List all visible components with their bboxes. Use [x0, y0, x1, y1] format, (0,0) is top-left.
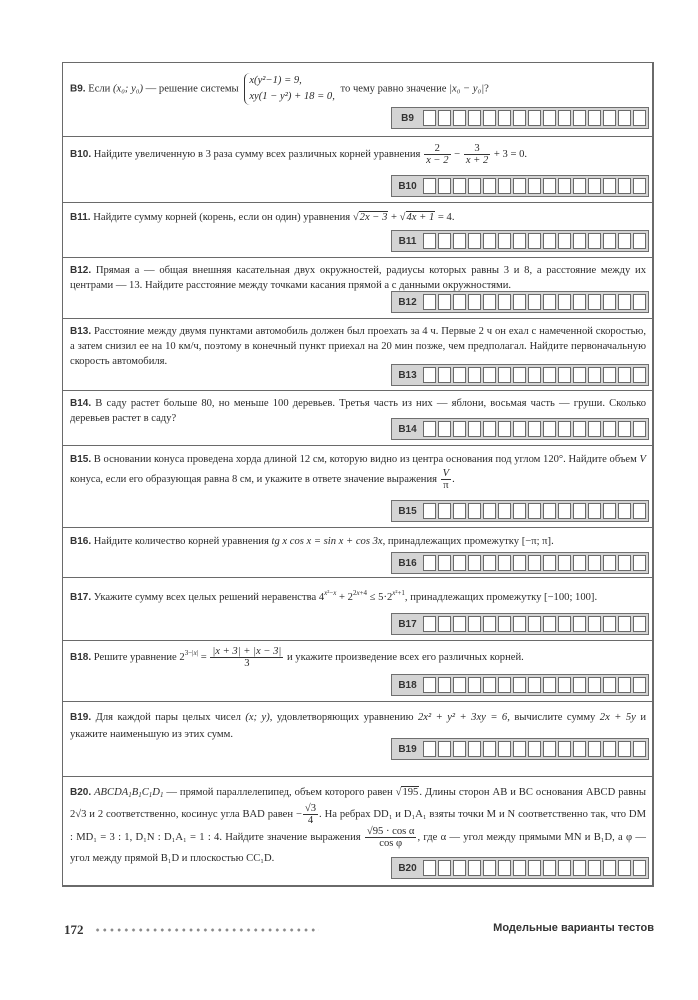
- answer-cell[interactable]: [558, 860, 571, 876]
- task-b13: B13. Расстояние между двумя пунктами автомобиль должен был проехать за 4 ч. Первые 2 ч он ехал с намеченной скоростью, а затем снизил ее на 10 км/ч, поэтому в конечный пункт приехал на 20 мин позже, чем предполагал. Найдите первоначальную скорость автомобиля. B13: [63, 318, 652, 390]
- answer-cell[interactable]: [543, 555, 556, 571]
- answer-cell[interactable]: [438, 616, 451, 632]
- answer-cell[interactable]: [558, 421, 571, 437]
- answer-cell[interactable]: [423, 677, 436, 693]
- equation-system: x(y²−1) = 9, xy(1 − y²) + 18 = 0,: [244, 73, 335, 105]
- answer-label: B11: [398, 235, 417, 247]
- answer-cell[interactable]: [573, 860, 586, 876]
- answer-cell[interactable]: [468, 616, 481, 632]
- answer-cell[interactable]: [438, 110, 451, 126]
- answer-label: B9: [401, 112, 414, 124]
- answer-cell[interactable]: [543, 294, 556, 310]
- answer-cell[interactable]: [618, 178, 631, 194]
- answer-cell[interactable]: [468, 110, 481, 126]
- answer-cell[interactable]: [528, 677, 541, 693]
- answer-cell[interactable]: [558, 616, 571, 632]
- answer-cell[interactable]: [483, 677, 496, 693]
- answer-cell[interactable]: [423, 178, 436, 194]
- answer-cell[interactable]: [483, 421, 496, 437]
- answer-cell[interactable]: [603, 294, 616, 310]
- answer-cell[interactable]: [543, 110, 556, 126]
- answer-cell[interactable]: [573, 503, 586, 519]
- answer-cell[interactable]: [528, 233, 541, 249]
- answer-cell[interactable]: [633, 294, 646, 310]
- answer-cell[interactable]: [498, 677, 511, 693]
- answer-label: B17: [398, 618, 417, 630]
- answer-cell[interactable]: [498, 860, 511, 876]
- answer-cell[interactable]: [498, 178, 511, 194]
- answer-cell[interactable]: [633, 503, 646, 519]
- answer-cell[interactable]: [483, 294, 496, 310]
- answer-cell[interactable]: [573, 110, 586, 126]
- answer-cell[interactable]: [513, 741, 526, 757]
- answer-cell[interactable]: [528, 555, 541, 571]
- answer-cell[interactable]: [618, 421, 631, 437]
- task-b15: B15. В основании конуса проведена хорда длиной 12 см, которую видно из центра основания под углом 120°. Найдите объем V конуса, если его образующая равна 8 см, и укажите в ответе значение выражения $\frac{V}{\pi}$ . B15: [63, 445, 652, 527]
- task-b19: B19. Для каждой пары целых чисел (x; y), удовлетворяющих уравнению 2x² + y² + 3xy = 6, вычислите сумму 2x + 5y и укажите наименьшую из этих сумм. B19: [63, 701, 652, 776]
- answer-cell[interactable]: [543, 677, 556, 693]
- answer-cell[interactable]: [618, 503, 631, 519]
- answer-cell[interactable]: [543, 616, 556, 632]
- answer-cell[interactable]: [603, 860, 616, 876]
- answer-cell[interactable]: [603, 421, 616, 437]
- answer-cell[interactable]: [603, 233, 616, 249]
- answer-cell[interactable]: [528, 294, 541, 310]
- answer-cell[interactable]: [423, 616, 436, 632]
- answer-box: [391, 674, 649, 696]
- answer-cell[interactable]: [453, 555, 466, 571]
- fraction: $\frac{3}{x + 2}$: [465, 143, 489, 166]
- answer-cell[interactable]: [483, 367, 496, 383]
- task-b10: B10. Найдите увеличенную в 3 раза сумму всех различных корней уравнения $\frac{2}{x - 2}$ − $\frac{3}{x + 2}$ + 3 = 0. B10: [63, 136, 652, 202]
- answer-label: B19: [398, 743, 417, 755]
- answer-cell[interactable]: [543, 421, 556, 437]
- answer-cell[interactable]: [483, 110, 496, 126]
- answer-cell[interactable]: [453, 178, 466, 194]
- answer-cell[interactable]: [513, 860, 526, 876]
- fraction: $\frac{√3}{4}$: [304, 803, 317, 826]
- answer-cell[interactable]: [423, 110, 436, 126]
- task-id: B10.: [70, 148, 92, 160]
- answer-cell[interactable]: [633, 178, 646, 194]
- answer-cell[interactable]: [558, 110, 571, 126]
- answer-label: B20: [398, 862, 417, 874]
- page-number: 172: [64, 922, 84, 937]
- answer-cell[interactable]: [633, 860, 646, 876]
- answer-cell[interactable]: [573, 741, 586, 757]
- answer-cells[interactable]: [423, 741, 648, 757]
- answer-cell[interactable]: [453, 677, 466, 693]
- answer-cell[interactable]: [588, 741, 601, 757]
- answer-cell[interactable]: [423, 294, 436, 310]
- page-footer: [64, 922, 654, 938]
- answer-cell[interactable]: [633, 233, 646, 249]
- answer-cell[interactable]: [513, 421, 526, 437]
- answer-cells[interactable]: [423, 677, 648, 693]
- task-id: B14.: [70, 398, 92, 409]
- answer-cell[interactable]: [483, 178, 496, 194]
- answer-cell[interactable]: [543, 233, 556, 249]
- answer-cell[interactable]: [453, 233, 466, 249]
- answer-cell[interactable]: [603, 616, 616, 632]
- answer-cell[interactable]: [528, 178, 541, 194]
- fraction: $\frac{V}{\pi}$: [442, 468, 450, 491]
- answer-cells[interactable]: [423, 616, 648, 632]
- task-b11: B11. Найдите сумму корней (корень, если он один) уравнения √2x − 3 + √4x + 1 = 4. B11: [63, 202, 652, 257]
- answer-cell[interactable]: [528, 367, 541, 383]
- answer-cell[interactable]: [528, 860, 541, 876]
- answer-cell[interactable]: [513, 616, 526, 632]
- answer-cells[interactable]: [423, 367, 648, 383]
- answer-cell[interactable]: [453, 741, 466, 757]
- task-b9: B9. Если (x₀; y₀) — решение системы x(y²−1) = 9, xy(1 − y²) + 18 = 0, то чему равно значение |x₀ − y₀|? B9: [63, 63, 652, 136]
- answer-cell[interactable]: [498, 741, 511, 757]
- answer-cell[interactable]: [573, 178, 586, 194]
- answer-cell[interactable]: [468, 421, 481, 437]
- answer-cell[interactable]: [438, 367, 451, 383]
- answer-cell[interactable]: [528, 110, 541, 126]
- answer-cells[interactable]: [423, 110, 648, 126]
- answer-cell[interactable]: [588, 860, 601, 876]
- answer-cell[interactable]: [528, 741, 541, 757]
- answer-label: B10: [398, 180, 417, 192]
- answer-cell[interactable]: [483, 741, 496, 757]
- answer-cell[interactable]: [588, 294, 601, 310]
- answer-cell[interactable]: [558, 233, 571, 249]
- answer-cell[interactable]: [468, 677, 481, 693]
- answer-cells[interactable]: [423, 860, 648, 876]
- answer-cell[interactable]: [558, 741, 571, 757]
- answer-cell[interactable]: [588, 233, 601, 249]
- answer-cell[interactable]: [603, 741, 616, 757]
- answer-cell[interactable]: [558, 555, 571, 571]
- answer-cell[interactable]: [468, 741, 481, 757]
- answer-label: B16: [398, 557, 417, 569]
- answer-cell[interactable]: [513, 367, 526, 383]
- answer-cell[interactable]: [573, 677, 586, 693]
- answer-cell[interactable]: [528, 421, 541, 437]
- answer-cell[interactable]: [423, 555, 436, 571]
- answer-cell[interactable]: [423, 233, 436, 249]
- answer-cell[interactable]: [423, 421, 436, 437]
- answer-cells[interactable]: [423, 503, 648, 519]
- answer-cell[interactable]: [468, 294, 481, 310]
- answer-cell[interactable]: [438, 555, 451, 571]
- inequality: $4^{x^2-x} + 2^{2x+4} \le 5\cdot 2^{x^2+1}$: [318, 589, 405, 603]
- answer-cell[interactable]: [468, 233, 481, 249]
- answer-cell[interactable]: [438, 178, 451, 194]
- running-title: Модельные варианты тестов: [493, 922, 654, 934]
- test-frame: [62, 62, 654, 887]
- answer-cell[interactable]: [438, 860, 451, 876]
- answer-cell[interactable]: [588, 677, 601, 693]
- answer-cell[interactable]: [483, 503, 496, 519]
- answer-cell[interactable]: [618, 616, 631, 632]
- answer-cell[interactable]: [573, 555, 586, 571]
- task-b17: B17. Укажите сумму всех целых решений неравенства $4^{x^2-x} + 2^{2x+4} \le 5\cdot 2^{x^2+1}$, принадлежащих промежутку [−100; 100]. B17: [63, 577, 652, 640]
- answer-cell[interactable]: [588, 110, 601, 126]
- answer-cell[interactable]: [543, 503, 556, 519]
- answer-cell[interactable]: [453, 616, 466, 632]
- answer-cell[interactable]: [573, 367, 586, 383]
- answer-cell[interactable]: [423, 741, 436, 757]
- answer-cell[interactable]: [513, 677, 526, 693]
- answer-cell[interactable]: [588, 367, 601, 383]
- task-id: B19.: [70, 712, 92, 723]
- answer-label: B18: [398, 679, 417, 691]
- answer-cell[interactable]: [468, 367, 481, 383]
- answer-cell[interactable]: [573, 294, 586, 310]
- answer-cell[interactable]: [603, 555, 616, 571]
- answer-cell[interactable]: [618, 294, 631, 310]
- answer-cell[interactable]: [453, 294, 466, 310]
- task-b20: B20. $ABCDA_1B_1C_1D_1$ — прямой параллелепипед, объем которого равен √195. Длины сторон AB и BC основания ABCD равны 2√3 и 2 соответственно, косинус угла BAD равен − $\frac{√3}{4}$ . На ребрах DD₁ и D₁A₁ взяты точки M и N соответственно так, что DM : MD₁ = 3 : 1, D₁N : D₁A₁ = 1 : 4. Найдите значение выражения $\frac{\text{√95 · cos α}}{\text{cos φ}}$ , где α — угол между прямыми MN и B₁D, а φ — угол между прямой B₁D и плоскостью CC₁D. B20: [63, 776, 652, 886]
- answer-cells[interactable]: [423, 294, 648, 310]
- answer-cell[interactable]: [453, 110, 466, 126]
- answer-cell[interactable]: [513, 503, 526, 519]
- answer-cell[interactable]: [453, 421, 466, 437]
- answer-cell[interactable]: [633, 421, 646, 437]
- answer-cell[interactable]: [573, 233, 586, 249]
- answer-box: [391, 107, 649, 129]
- answer-box: [391, 230, 649, 252]
- answer-cell[interactable]: [618, 860, 631, 876]
- task-id: B20.: [70, 787, 92, 798]
- answer-cell[interactable]: [423, 503, 436, 519]
- answer-cell[interactable]: [558, 294, 571, 310]
- answer-cell[interactable]: [498, 110, 511, 126]
- answer-cell[interactable]: [558, 677, 571, 693]
- answer-cell[interactable]: [483, 616, 496, 632]
- answer-cells[interactable]: [423, 421, 648, 437]
- answer-cell[interactable]: [573, 616, 586, 632]
- answer-cells[interactable]: [423, 178, 648, 194]
- answer-cell[interactable]: [498, 421, 511, 437]
- answer-cell[interactable]: [573, 421, 586, 437]
- answer-cell[interactable]: [468, 178, 481, 194]
- answer-cell[interactable]: [618, 677, 631, 693]
- answer-cell[interactable]: [453, 367, 466, 383]
- answer-cell[interactable]: [588, 555, 601, 571]
- answer-cell[interactable]: [603, 367, 616, 383]
- answer-cell[interactable]: [618, 233, 631, 249]
- answer-cell[interactable]: [588, 616, 601, 632]
- task-id: B13.: [70, 326, 92, 337]
- answer-cell[interactable]: [438, 294, 451, 310]
- answer-cell[interactable]: [633, 110, 646, 126]
- answer-cell[interactable]: [453, 503, 466, 519]
- answer-cell[interactable]: [603, 677, 616, 693]
- answer-box: [391, 364, 649, 386]
- answer-cell[interactable]: [558, 367, 571, 383]
- answer-cell[interactable]: [603, 110, 616, 126]
- answer-cell[interactable]: [468, 555, 481, 571]
- answer-cell[interactable]: [558, 503, 571, 519]
- answer-label: B13: [398, 369, 417, 381]
- answer-cell[interactable]: [618, 367, 631, 383]
- answer-cell[interactable]: [438, 233, 451, 249]
- task-id: B9.: [70, 83, 86, 95]
- answer-cell[interactable]: [588, 503, 601, 519]
- answer-cell[interactable]: [438, 421, 451, 437]
- answer-box: [391, 613, 649, 635]
- answer-box: [391, 738, 649, 760]
- answer-cell[interactable]: [543, 860, 556, 876]
- answer-cell[interactable]: [633, 677, 646, 693]
- answer-cell[interactable]: [513, 294, 526, 310]
- answer-box: [391, 552, 649, 574]
- answer-cell[interactable]: [483, 555, 496, 571]
- answer-box: [391, 175, 649, 197]
- answer-cell[interactable]: [438, 677, 451, 693]
- task-b16: B16. Найдите количество корней уравнения tg x cos x = sin x + cos 3x, принадлежащих промежутку [−π; π]. B16: [63, 527, 652, 577]
- answer-label: B14: [398, 423, 417, 435]
- answer-cell[interactable]: [498, 367, 511, 383]
- task-b14: B14. В саду растет больше 80, но меньше 100 деревьев. Третья часть из них — яблони, восьмая часть — груши. Сколько деревьев растет в саду? B14: [63, 390, 652, 445]
- answer-cell[interactable]: [468, 503, 481, 519]
- task-id: B15.: [70, 454, 92, 465]
- answer-cell[interactable]: [603, 178, 616, 194]
- answer-cell[interactable]: [498, 616, 511, 632]
- answer-cell[interactable]: [498, 294, 511, 310]
- answer-label: B15: [398, 505, 417, 517]
- answer-cell[interactable]: [483, 860, 496, 876]
- task-id: B18.: [70, 651, 92, 663]
- answer-cell[interactable]: [438, 741, 451, 757]
- answer-cell[interactable]: [513, 110, 526, 126]
- fraction: $\frac{|x + 3| + |x - 3|}{3}$: [212, 646, 282, 669]
- answer-cell[interactable]: [468, 860, 481, 876]
- answer-cell[interactable]: [558, 178, 571, 194]
- answer-cell[interactable]: [618, 110, 631, 126]
- answer-box: [391, 418, 649, 440]
- answer-cell[interactable]: [618, 741, 631, 757]
- answer-cell[interactable]: [543, 367, 556, 383]
- answer-cell[interactable]: [633, 367, 646, 383]
- answer-cell[interactable]: [513, 233, 526, 249]
- task-id: B16.: [70, 536, 92, 547]
- answer-cell[interactable]: [543, 178, 556, 194]
- power-expression: $2^{3-|x|}$ =: [179, 648, 210, 663]
- answer-cells[interactable]: [423, 555, 648, 571]
- answer-cell[interactable]: [423, 860, 436, 876]
- answer-cell[interactable]: [498, 233, 511, 249]
- task-id: B17.: [70, 592, 92, 603]
- answer-label: B12: [398, 296, 417, 308]
- fraction: $\frac{\text{√95 · cos α}}{\text{cos φ}}$: [366, 826, 415, 849]
- task-b18: B18. Решите уравнение $2^{3-|x|}$ = $\frac{|x + 3| + |x - 3|}{3}$ и укажите произведение всех его различных корней. B18: [63, 640, 652, 701]
- answer-cell[interactable]: [498, 555, 511, 571]
- answer-box: [391, 500, 649, 522]
- task-b12: B12. Прямая a — общая внешняя касательная двух окружностей, радиусы которых равны 3 и 8, а расстояние между их центрами — 13. Найдите расстояние между точками касания прямой a с данными окружностями. B12: [63, 257, 652, 318]
- answer-cell[interactable]: [438, 503, 451, 519]
- answer-cell[interactable]: [543, 741, 556, 757]
- answer-cell[interactable]: [588, 421, 601, 437]
- answer-cell[interactable]: [528, 616, 541, 632]
- task-id: B11.: [70, 212, 91, 223]
- answer-cell[interactable]: [423, 367, 436, 383]
- solid-name: $ABCDA_1B_1C_1D_1$: [94, 787, 164, 799]
- answer-cell[interactable]: [513, 555, 526, 571]
- answer-cell[interactable]: [633, 555, 646, 571]
- answer-cell[interactable]: [603, 503, 616, 519]
- fraction: $\frac{2}{x - 2}$: [426, 143, 449, 166]
- answer-cell[interactable]: [513, 178, 526, 194]
- answer-cell[interactable]: [588, 178, 601, 194]
- answer-cell[interactable]: [498, 503, 511, 519]
- answer-cell[interactable]: [633, 616, 646, 632]
- answer-cell[interactable]: [453, 860, 466, 876]
- answer-cells[interactable]: [423, 233, 648, 249]
- answer-box: [391, 291, 649, 313]
- answer-cell[interactable]: [618, 555, 631, 571]
- answer-cell[interactable]: [633, 741, 646, 757]
- answer-cell[interactable]: [483, 233, 496, 249]
- dotted-leader: [94, 928, 319, 932]
- answer-box: [391, 857, 649, 879]
- answer-cell[interactable]: [528, 503, 541, 519]
- task-id: B12.: [70, 265, 92, 276]
